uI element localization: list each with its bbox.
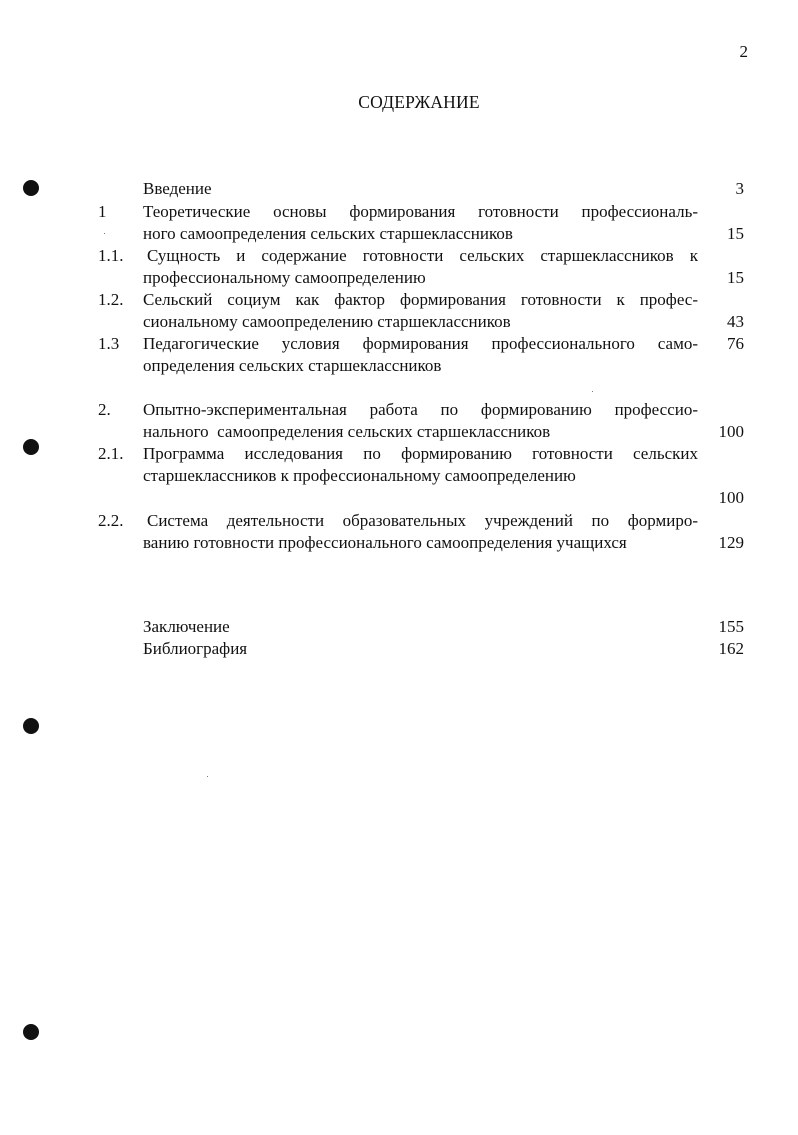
toc-entry-title-continued: определения сельских старшеклассников <box>143 356 442 375</box>
toc-entry-line <box>0 510 798 532</box>
toc-entry-line <box>0 311 798 333</box>
toc-entry-page: 100 <box>718 488 744 507</box>
toc-entry-bibliography[interactable] <box>0 638 798 660</box>
toc-entry-page: 15 <box>727 224 744 243</box>
toc-entry-title-continued: профессиональному самоопределению <box>143 268 426 287</box>
toc-entry-title: Теоретические основы формирования готовности профессиональ- <box>143 202 698 221</box>
toc-entry-title-continued: старшеклассников к профессиональному самоопределению <box>143 466 576 485</box>
toc-entry-page: 155 <box>718 617 744 636</box>
toc-entry-introduction[interactable] <box>0 178 798 200</box>
toc-entry-line <box>0 532 798 554</box>
toc-entry-title: Опытно-экспериментальная работа по формированию профессио- <box>143 400 698 419</box>
toc-entry-line <box>0 267 798 289</box>
scan-speck <box>207 776 208 777</box>
toc-entry-page: 15 <box>727 268 744 287</box>
toc-entry-page: 100 <box>718 422 744 441</box>
toc-entry-title: Сельский социум как фактор формирования готовности к профес- <box>143 290 698 309</box>
toc-entry-line <box>0 223 798 245</box>
toc-entry-title-continued: сиональному самоопределению старшеклассников <box>143 312 511 331</box>
toc-entry-number: 1.3 <box>98 334 120 353</box>
toc-entry-line <box>0 465 798 487</box>
toc-entry-number: 2.1. <box>98 444 124 463</box>
toc-entry-page: 162 <box>718 639 744 658</box>
toc-entry-number: 2.2. <box>98 511 124 530</box>
toc-entry-number: 1 <box>98 202 107 221</box>
toc-entry-page: 129 <box>718 533 744 552</box>
scan-speck <box>592 391 593 392</box>
toc-entry-conclusion[interactable] <box>0 616 798 638</box>
toc-entry-title-continued: ного самоопределения сельских старшеклассников <box>143 224 513 243</box>
toc-entry-title-continued: ванию готовности профессионального самоопределения учащихся <box>143 533 627 552</box>
toc-entry-line <box>0 421 798 443</box>
toc-entry-line <box>0 289 798 311</box>
toc-entry-title: Заключение <box>143 617 230 636</box>
toc-entry-line <box>0 333 798 355</box>
toc-entry-title-continued: нального самоопределения сельских старшеклассников <box>143 422 551 441</box>
toc-entry-page: 76 <box>727 334 744 353</box>
page-number: 2 <box>739 42 748 61</box>
toc-entry-title: Программа исследования по формированию готовности сельских <box>143 444 698 463</box>
toc-entry-number: 1.1. <box>98 246 124 265</box>
toc-entry-title: Библиография <box>143 639 248 658</box>
toc-entry-page: 3 <box>735 179 744 198</box>
toc-entry-line <box>0 201 798 223</box>
toc-entry-line <box>0 245 798 267</box>
toc-entry-title: Сущность и содержание готовности сельских старшеклассников к <box>147 246 698 265</box>
punch-hole-lower-middle <box>23 718 39 734</box>
toc-entry-line <box>0 487 798 509</box>
page-title: СОДЕРЖАНИЕ <box>358 92 480 112</box>
toc-entry-title: Педагогические условия формирования профессионального само- <box>143 334 698 353</box>
toc-entry-line <box>0 399 798 421</box>
toc-entry-page: 43 <box>727 312 744 331</box>
toc-entry-title: Система деятельности образовательных учреждений по формиро- <box>147 511 698 530</box>
punch-hole-bottom <box>23 1024 39 1040</box>
toc-entry-number: 1.2. <box>98 290 124 309</box>
toc-entry-line <box>0 355 798 377</box>
toc-entry-line <box>0 443 798 465</box>
toc-entry-number: 2. <box>98 400 111 419</box>
toc-entry-title: Введение <box>143 179 212 198</box>
